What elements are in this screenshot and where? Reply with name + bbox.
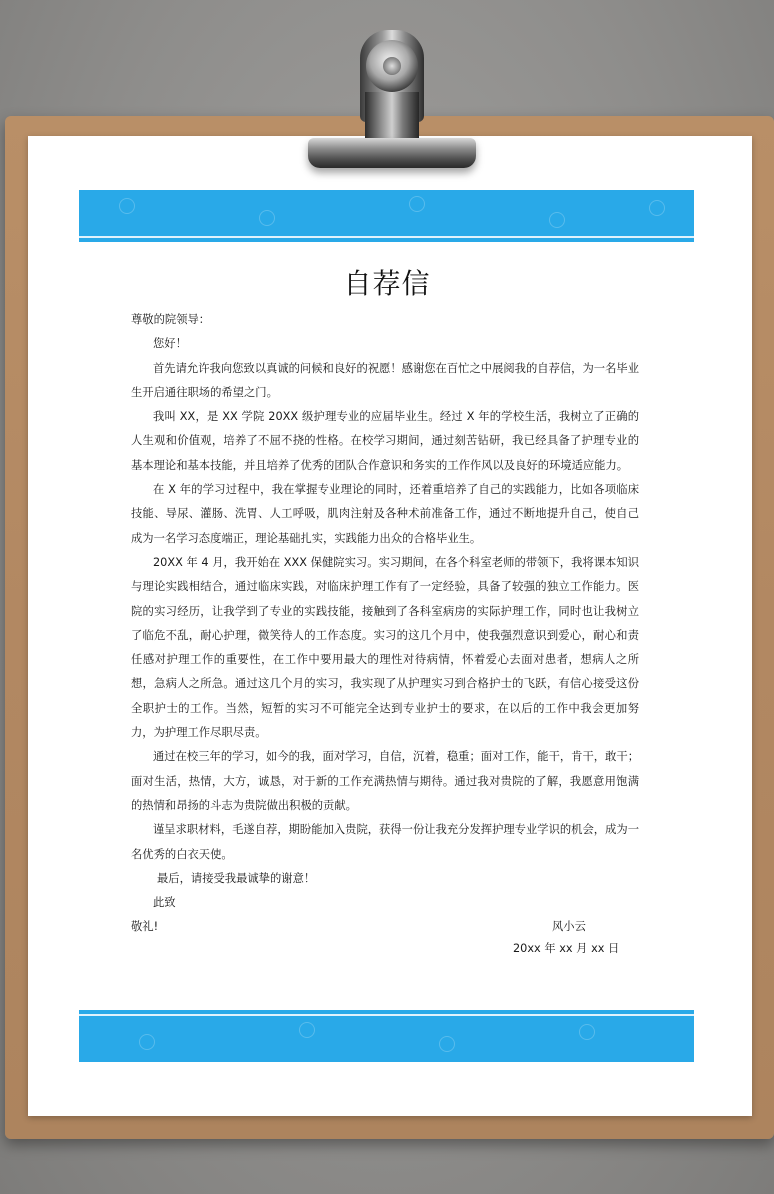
page-title: 自荐信 [343,267,431,300]
letter-body [131,308,639,940]
hexagon-pattern-icon [299,1022,315,1038]
hexagon-pattern-icon [119,198,135,214]
closing-line-1: 此致 [153,896,176,910]
closing-thanks: 最后，请接受我最诚挚的谢意！ [157,871,316,885]
binder-clip-neck [365,92,419,142]
paragraph: 通过在校三年的学习，如今的我，面对学习，自信，沉着，稳重；面对工作，能干，肯干，敢干；面对生活，热情，大方，诚恳，对于新的工作充满热情与期待。通过我对贵院的了解，我愿意用饱满的热情和昂扬的斗志为贵院做出积极的贡献。 [131,750,639,812]
hexagon-pattern-icon [409,196,425,212]
hexagon-pattern-icon [259,210,275,226]
binder-clip-hole [383,57,401,75]
paragraph: 谨呈求职材料，毛遂自荐，期盼能加入贵院，获得一份让我充分发挥护理专业学识的机会，成为一名优秀的白衣天使。 [131,823,639,861]
binder-clip-base [308,138,476,168]
paragraph: 首先请允许我向您致以真诚的问候和良好的祝愿！感谢您在百忙之中展阅我的自荐信，为一名毕业生开启通往职场的希望之门。 [131,361,639,399]
hexagon-pattern-icon [439,1036,455,1052]
header-band [79,190,694,242]
signature: 风小云 [552,920,586,933]
hexagon-pattern-icon [549,212,565,228]
greeting: 您好！ [153,337,187,351]
footer-band [79,1010,694,1062]
paragraph: 我叫 XX，是 XX 学院 20XX 级护理专业的应届毕业生。经过 X 年的学校生活，我树立了正确的人生观和价值观，培养了不屈不挠的性格。在校学习期间，通过刻苦钻研，我已经具备了护理专业的基本理论和基本技能，并且培养了优秀的团队合作意识和务实的工作作风以及良好的环境适应能力。 [131,410,639,472]
hexagon-pattern-icon [649,200,665,216]
hexagon-pattern-icon [579,1024,595,1040]
paragraph: 20XX 年 4 月，我开始在 XXX 保健院实习。实习期间，在各个科室老师的带领下，我将课本知识与理论实践相结合，通过临床实践，对临床护理工作有了一定经验，具备了较强的独立工作能力。医院的实习经历，让我学到了专业的实践技能，接触到了各科室病房的实际护理工作，同时也让我树立了临危不乱，耐心护理，微笑待人的工作态度。实习的这几个月中，使我强烈意识到爱心，耐心和责任感对护理工作的重要性，在工作中要用最大的理性对待病情，怀着爱心去面对患者，想病人之所想，急病人之所急。通过这几个月的实习，我实现了从护理实习到合格护士的飞跃，有信心接受这份全职护士的工作。当然，短暂的实习不可能完全达到专业护士的要求，在以后的工作中我会更加努力，为护理工作尽职尽责。 [131,555,639,740]
paragraph: 在 X 年的学习过程中，我在掌握专业理论的同时，还着重培养了自己的实践能力，比如各项临床技能、导尿、灌肠、洗胃、人工呼吸，肌肉注射及各种术前准备工作，通过不断地提升自己，使自己成为一名学习态度端正，理论基础扎实，实践能力出众的合格毕业生。 [131,483,639,545]
letter-date: 20xx 年 xx 月 xx 日 [513,942,620,955]
salutation: 尊敬的院领导： [131,313,211,326]
hexagon-pattern-icon [139,1034,155,1050]
closing-line-2: 敬礼! [131,920,159,934]
